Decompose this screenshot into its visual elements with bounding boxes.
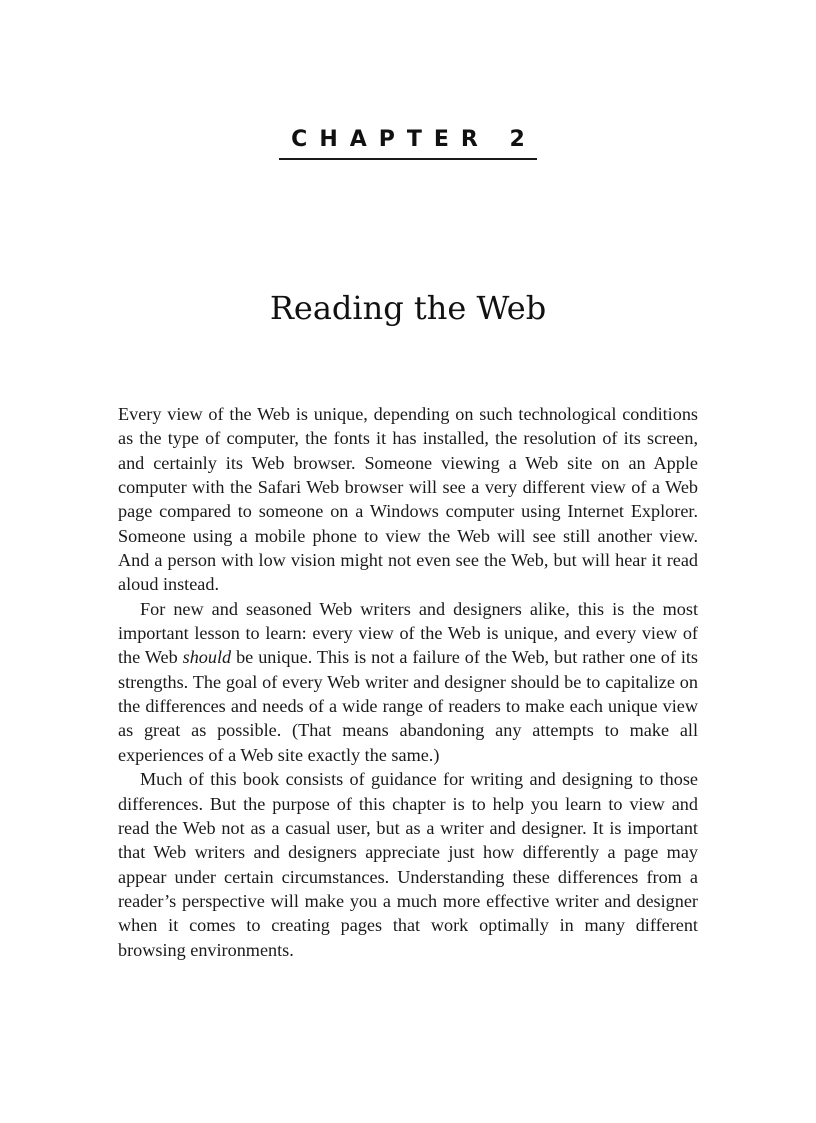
paragraph-2: [118, 597, 698, 767]
body-text: [118, 402, 698, 962]
paragraph-2-emphasis: should: [182, 647, 232, 668]
paragraph-3: Much of this book consists of guidance for writing and designing to those differences. But the purpose of this chapter is to help you learn to view and read the Web not as a casual user, but as a writer and designer. It is important that Web writers and designers appreciate just how differently a page may appear under certain circumstances. Understanding these differences from a reader’s perspective will make you a much more effective writer and designer when it comes to creating pages that work optimally in many different browsing environments.: [118, 769, 698, 960]
chapter-label-text: CHAPTER 2: [279, 126, 537, 160]
chapter-label: [0, 126, 816, 160]
paragraph-2-part-1: For new and seasoned Web writers and designers alike, this is the most important lesson to learn: every view of the Web is unique, and every view of the Web: [118, 598, 698, 668]
paragraph-1: Every view of the Web is unique, depending on such technological conditions as the type of computer, the fonts it has installed, the resolution of its screen, and certainly its Web browser. Someone viewing a Web site on an Apple computer with the Safari Web browser will see a very different view of a Web page compared to someone on a Windows computer using Internet Explorer. Someone using a mobile phone to view the Web will see still another view. And a person with low vision might not even see the Web, but will hear it read aloud instead.: [118, 404, 698, 595]
paragraph-2-part-2: be unique. This is not a failure of the Web, but rather one of its strengths. The goal of every Web writer and designer should be to capitalize on the differences and needs of a wide range of readers to make each unique view as great as possible. (That means abandoning any attempts to make all experiences of a Web site exactly the same.): [118, 647, 699, 765]
chapter-title: Reading the Web: [269, 289, 547, 327]
